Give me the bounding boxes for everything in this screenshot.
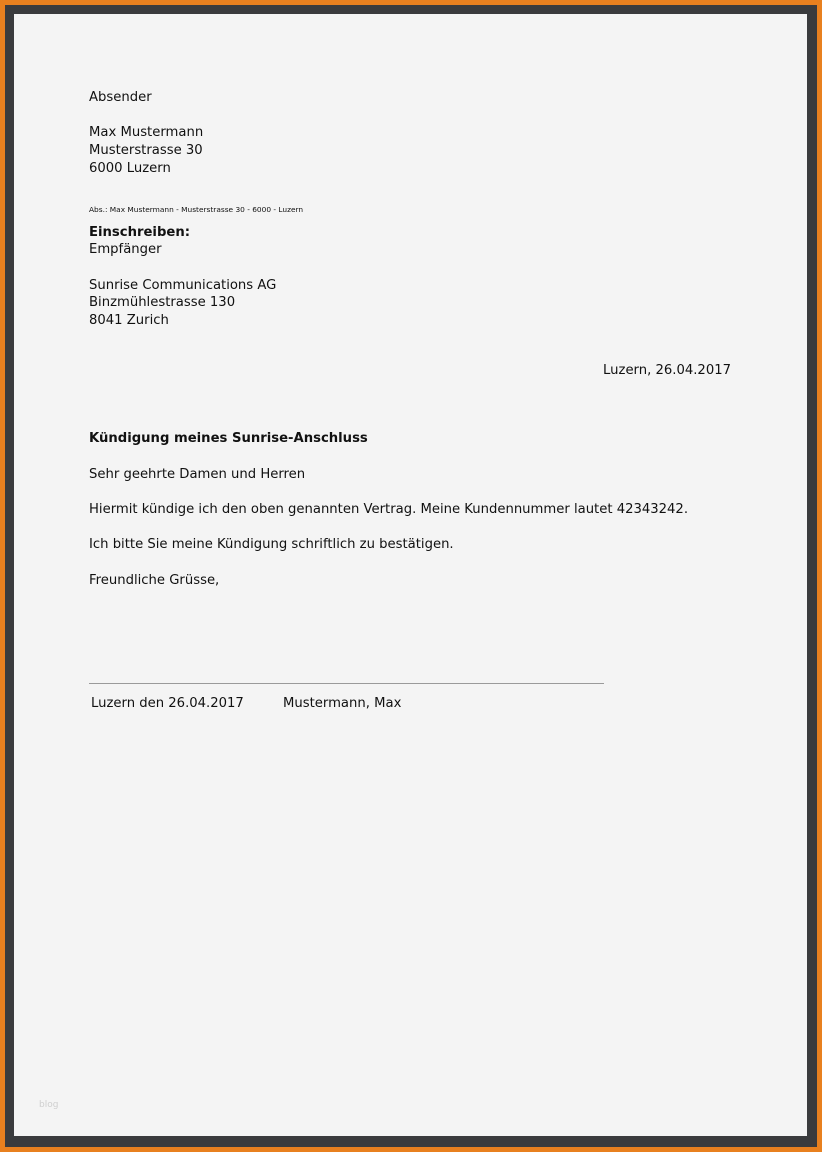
signature-line — [89, 683, 604, 684]
salutation: Sehr geehrte Damen und Herren — [89, 467, 306, 482]
return-address-line: Abs.: Max Mustermann - Musterstrasse 30 - 6000 - Luzern — [89, 205, 304, 214]
recipient-company: Sunrise Communications AG — [89, 278, 277, 293]
watermark: blog — [39, 1100, 59, 1110]
sender-heading: Absender — [89, 90, 152, 105]
recipient-heading: Empfänger — [89, 242, 162, 257]
recipient-street: Binzmühlestrasse 130 — [89, 295, 236, 310]
body-paragraph: Ich bitte Sie meine Kündigung schriftlich zu bestätigen. — [89, 537, 454, 552]
recipient-city: 8041 Zurich — [89, 313, 169, 328]
body-paragraph: Hiermit kündige ich den oben genannten Vertrag. Meine Kundennummer lautet 42343242. — [89, 502, 689, 517]
closing: Freundliche Grüsse, — [89, 573, 220, 588]
registered-mail-label: Einschreiben: — [89, 225, 190, 240]
sender-street: Musterstrasse 30 — [89, 143, 203, 158]
place-and-date: Luzern, 26.04.2017 — [603, 363, 731, 378]
sender-city: 6000 Luzern — [89, 161, 171, 176]
signature-name: Mustermann, Max — [283, 696, 402, 711]
signature-place-date: Luzern den 26.04.2017 — [91, 696, 244, 711]
sender-name: Max Mustermann — [89, 125, 204, 140]
letter-subject: Kündigung meines Sunrise-Anschluss — [89, 431, 368, 446]
